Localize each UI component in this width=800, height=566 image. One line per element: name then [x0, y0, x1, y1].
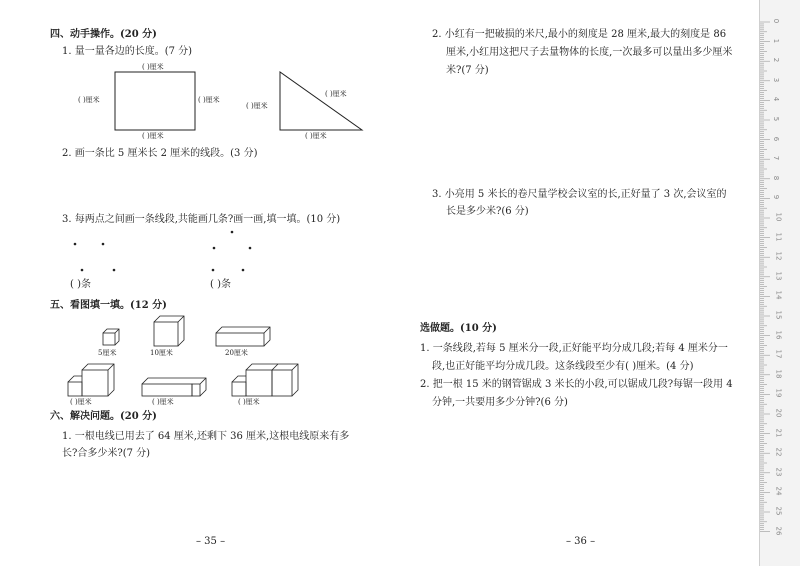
problem-2-line-3: 米?(7 分) [446, 65, 489, 76]
problem-3-line-1: 3. 小亮用 5 米长的卷尺量学校会议室的长,正好量了 3 次,会议室的 [432, 189, 727, 200]
composite-shape-3 [232, 364, 298, 396]
problem-2-line-2: 厘米,小红用这把尺子去量物体的长度,一次最多可以量出多少厘米 [446, 47, 733, 58]
problem-3-line-2: 长是多少米?(6 分) [446, 206, 529, 217]
ruler-number: 15 [774, 310, 783, 320]
section-6-title: 六、解决问题。(20 分) [50, 411, 157, 422]
ruler-number: 10 [774, 212, 783, 222]
rect-top-blank: ( )厘米 [142, 63, 164, 71]
question-1: 1. 量一量各边的长度。(7 分) [62, 46, 193, 57]
ruler-number: 25 [774, 506, 783, 516]
dot [242, 269, 245, 272]
page-number-right: – 36 – [566, 536, 596, 547]
composite-1-blank: ( )厘米 [70, 398, 92, 406]
optional-1-line-2: 段,也正好能平均分成几段。这条线段至少有( )厘米。(4 分) [432, 361, 694, 372]
right-page [400, 0, 760, 566]
ruler-number: 26 [774, 526, 783, 536]
answer-blank-lines-2: ( )条 [210, 279, 231, 290]
optional-2-line-1: 2. 把一根 15 米的钢管锯成 3 米长的小段,可以锯成几段?每锯一段用 4 [420, 379, 733, 390]
ruler-number: 8 [772, 175, 781, 181]
rect-left-blank: ( )厘米 [78, 96, 100, 104]
ruler-number: 19 [774, 388, 783, 398]
dot [74, 243, 77, 246]
rect-right-blank: ( )厘米 [198, 96, 220, 104]
dot [212, 269, 215, 272]
label-5cm: 5厘米 [98, 349, 117, 357]
question-3: 3. 每两点之间画一条线段,共能画几条?画一画,填一填。(10 分) [62, 214, 341, 225]
problem-1-line-1: 1. 一根电线已用去了 64 厘米,还剩下 36 厘米,这根电线原来有多 [62, 431, 350, 442]
dot [249, 247, 252, 250]
ruler-number: 23 [774, 467, 783, 477]
dot [213, 247, 216, 250]
ruler-number: 17 [774, 349, 783, 359]
answer-blank-lines-1: ( )条 [70, 279, 91, 290]
dot [81, 269, 84, 272]
dot [113, 269, 116, 272]
triangle-figure [280, 72, 362, 130]
tri-bottom-blank: ( )厘米 [305, 132, 327, 140]
page-number-left: – 35 – [196, 536, 226, 547]
dot [231, 231, 234, 234]
ruler-number: 18 [774, 369, 783, 379]
ruler-number: 0 [772, 18, 781, 24]
tri-hyp-blank: ( )厘米 [325, 90, 347, 98]
ruler-ticks [760, 0, 800, 566]
ruler-number: 16 [774, 330, 783, 340]
ruler [759, 0, 800, 566]
label-10cm: 10厘米 [150, 349, 173, 357]
ruler-number: 21 [774, 428, 783, 438]
ruler-number: 22 [774, 447, 783, 457]
cube-5cm [103, 329, 119, 345]
ruler-number: 12 [774, 251, 783, 261]
composite-shape-1 [68, 364, 114, 396]
ruler-number: 3 [772, 77, 781, 83]
ruler-number: 13 [774, 271, 783, 281]
section-5-title: 五、看图填一填。(12 分) [50, 300, 167, 311]
section-4-title: 四、动手操作。(20 分) [50, 29, 157, 40]
ruler-number: 7 [772, 155, 781, 161]
ruler-number: 11 [774, 232, 783, 242]
problem-1-line-2: 长?合多少米?(7 分) [62, 448, 151, 459]
question-2: 2. 画一条比 5 厘米长 2 厘米的线段。(3 分) [62, 148, 258, 159]
ruler-number: 9 [772, 195, 781, 200]
ruler-number: 5 [772, 116, 781, 122]
composite-3-blank: ( )厘米 [238, 398, 260, 406]
composite-2-blank: ( )厘米 [152, 398, 174, 406]
ruler-number: 24 [774, 486, 783, 496]
problem-2-line-1: 2. 小红有一把破损的米尺,最小的刻度是 28 厘米,最大的刻度是 86 [432, 29, 727, 40]
prism-20cm [216, 327, 270, 346]
label-20cm: 20厘米 [225, 349, 248, 357]
rectangle-figure [115, 72, 195, 130]
ruler-number: 14 [774, 290, 783, 300]
composite-shape-2 [142, 378, 206, 396]
ruler-number: 4 [772, 97, 781, 102]
rect-bottom-blank: ( )厘米 [142, 132, 164, 140]
ruler-number: 20 [774, 408, 783, 418]
dot [102, 243, 105, 246]
optional-2-line-2: 分钟,一共要用多少分钟?(6 分) [432, 397, 568, 408]
ruler-number: 6 [772, 136, 781, 141]
cube-10cm [154, 316, 184, 346]
tri-left-blank: ( )厘米 [246, 102, 268, 110]
optional-section-title: 选做题。(10 分) [420, 323, 497, 334]
optional-1-line-1: 1. 一条线段,若每 5 厘米分一段,正好能平均分成几段;若每 4 厘米分一 [420, 343, 728, 354]
ruler-number: 1 [772, 38, 781, 43]
ruler-number: 2 [772, 57, 781, 63]
